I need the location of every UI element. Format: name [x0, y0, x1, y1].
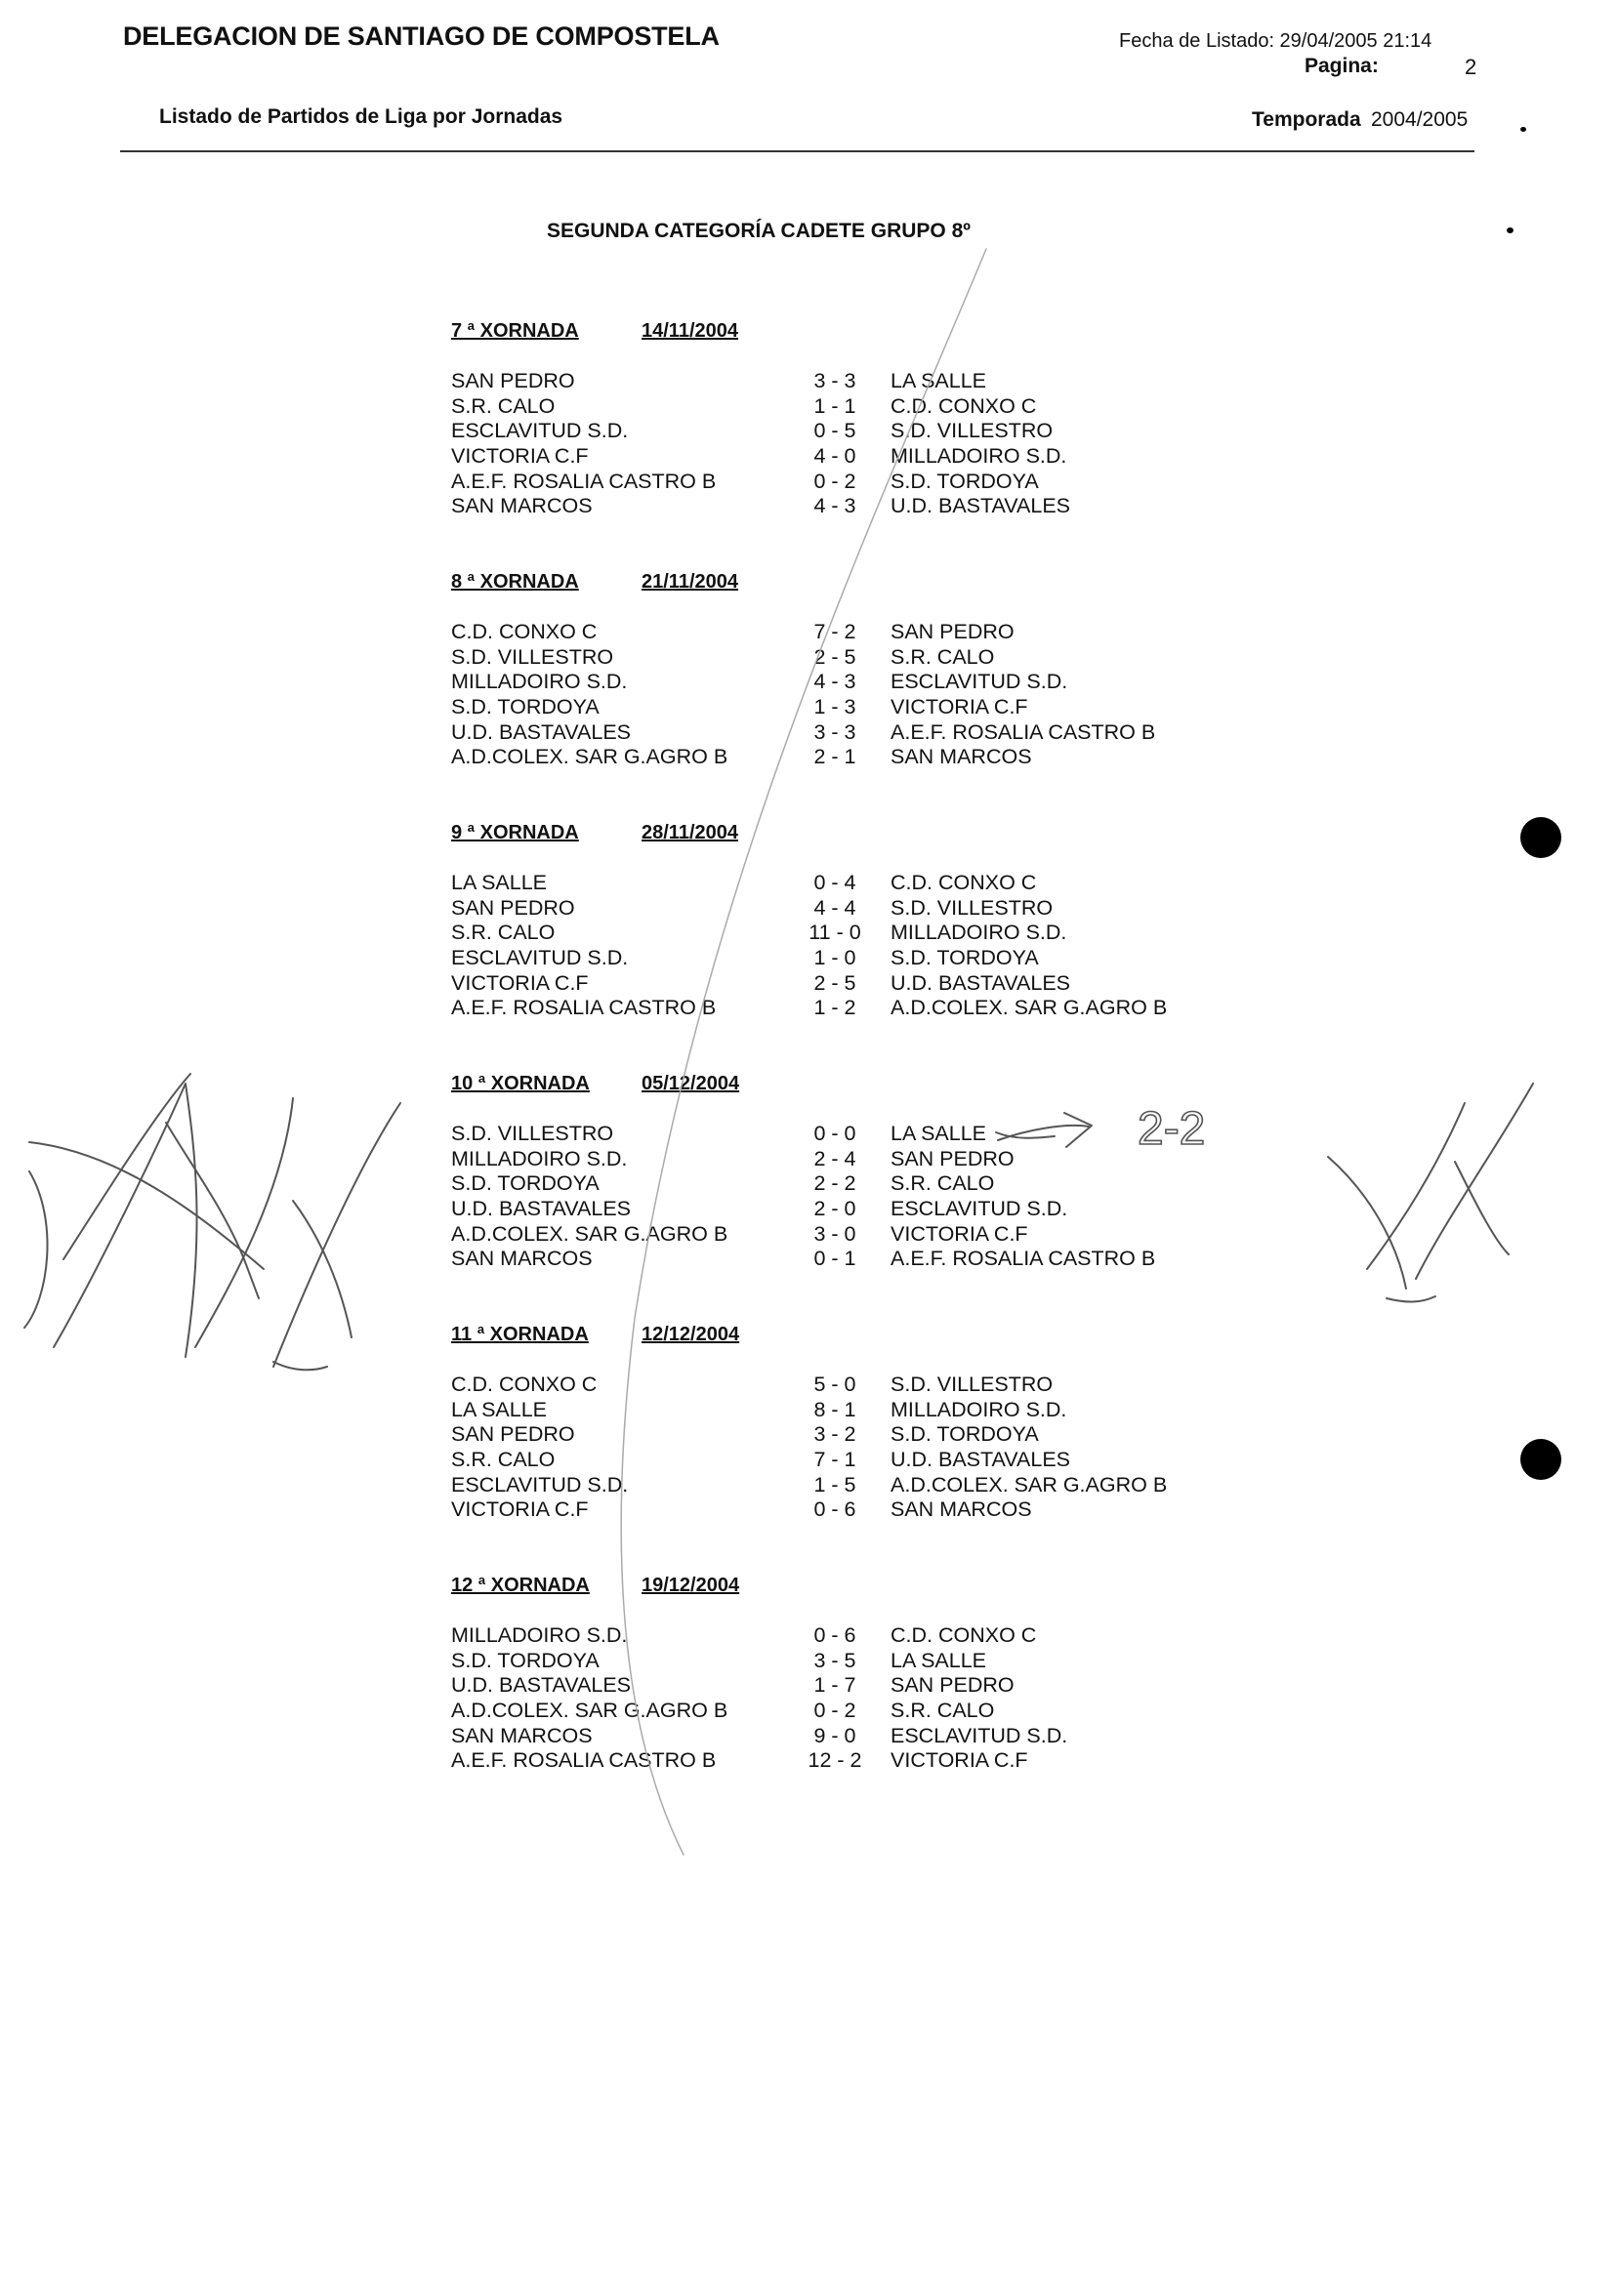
pencil-stroke — [1367, 1103, 1465, 1269]
away-team: SAN PEDRO — [891, 1146, 1015, 1170]
match-row — [451, 444, 1193, 470]
home-team: MILLADOIRO S.D. — [451, 670, 628, 694]
away-team: SAN PEDRO — [891, 1673, 1015, 1698]
away-team: S.R. CALO — [891, 644, 995, 669]
match-list — [451, 351, 1193, 519]
round-title: 9 ª XORNADA — [451, 822, 579, 843]
away-team: MILLADOIRO S.D. — [891, 1397, 1067, 1421]
match-row — [451, 670, 1193, 695]
match-score: 4 - 3 — [813, 494, 856, 518]
match-row — [451, 1497, 1193, 1523]
away-team: S.R. CALO — [891, 1699, 995, 1723]
pencil-stroke — [195, 1098, 293, 1347]
match-score: 0 - 6 — [813, 1623, 856, 1647]
round-header — [451, 320, 1193, 351]
home-team: S.D. TORDOYA — [451, 695, 600, 719]
round-date: 28/11/2004 — [642, 822, 738, 843]
away-team: VICTORIA C.F — [891, 1748, 1028, 1773]
match-row — [451, 419, 1193, 444]
match-row — [451, 1673, 1193, 1699]
round-section — [451, 822, 1193, 1021]
home-team: A.D.COLEX. SAR G.AGRO B — [451, 745, 728, 769]
match-score: 7 - 2 — [813, 620, 856, 643]
pencil-stroke — [293, 1201, 352, 1337]
round-section — [451, 1324, 1193, 1523]
match-row — [451, 369, 1193, 394]
home-team: SAN PEDRO — [451, 369, 575, 392]
round-date: 21/11/2004 — [642, 571, 738, 593]
match-score: 4 - 3 — [813, 670, 856, 694]
match-row — [451, 720, 1193, 746]
pencil-stroke — [1416, 1084, 1533, 1279]
round-section — [451, 1575, 1193, 1774]
header-temporada-value: 2004/2005 — [1371, 108, 1469, 131]
home-team: SAN PEDRO — [451, 895, 575, 920]
round-date: 14/11/2004 — [642, 320, 738, 342]
match-score: 4 - 0 — [813, 444, 856, 469]
match-score: 1 - 0 — [813, 946, 856, 970]
punch-hole-lower — [1520, 1439, 1561, 1480]
round-title: 11 ª XORNADA — [451, 1324, 589, 1345]
away-team: VICTORIA C.F — [891, 1221, 1028, 1246]
round-header — [451, 1324, 1193, 1355]
pencil-stroke — [1455, 1162, 1509, 1254]
signature-scribble-left — [29, 1142, 264, 1269]
match-score: 11 - 0 — [808, 921, 861, 945]
away-team: MILLADOIRO S.D. — [891, 444, 1067, 469]
round-title: 10 ª XORNADA — [451, 1073, 590, 1094]
away-team: A.D.COLEX. SAR G.AGRO B — [891, 996, 1168, 1020]
match-score: 1 - 3 — [813, 695, 856, 719]
punch-hole-upper — [1520, 817, 1561, 858]
match-score: 2 - 5 — [813, 644, 856, 669]
match-row — [451, 1649, 1193, 1674]
match-score: 1 - 7 — [813, 1673, 856, 1698]
match-score: 0 - 1 — [813, 1247, 856, 1271]
home-team: U.D. BASTAVALES — [451, 1197, 631, 1221]
match-list — [451, 853, 1193, 1021]
match-score: 12 - 2 — [808, 1748, 862, 1773]
away-team: S.D. TORDOYA — [891, 469, 1039, 493]
home-team: S.R. CALO — [451, 1448, 556, 1472]
home-team: C.D. CONXO C — [451, 1373, 598, 1396]
match-row — [451, 1222, 1193, 1248]
match-score: 2 - 4 — [813, 1146, 856, 1170]
match-score: 0 - 6 — [813, 1497, 856, 1522]
match-row — [451, 1171, 1193, 1197]
match-row — [451, 645, 1193, 671]
match-row — [451, 1398, 1193, 1423]
round-header — [451, 822, 1193, 853]
home-team: SAN MARCOS — [451, 494, 593, 518]
match-score: 3 - 3 — [813, 719, 856, 744]
match-row — [451, 494, 1193, 519]
round-title: 12 ª XORNADA — [451, 1575, 590, 1596]
match-score: 0 - 4 — [813, 871, 856, 894]
match-score: 2 - 0 — [813, 1197, 856, 1221]
match-row — [451, 1247, 1193, 1272]
away-team: SAN PEDRO — [891, 620, 1015, 643]
round-title: 7 ª XORNADA — [451, 320, 579, 342]
round-date: 19/12/2004 — [642, 1575, 740, 1596]
match-score: 2 - 2 — [813, 1171, 856, 1196]
match-list — [451, 602, 1193, 770]
away-team: S.D. TORDOYA — [891, 946, 1039, 970]
match-score: 5 - 0 — [813, 1373, 856, 1396]
home-team: S.D. VILLESTRO — [451, 1122, 614, 1145]
home-team: A.E.F. ROSALIA CASTRO B — [451, 996, 717, 1020]
match-score: 0 - 5 — [813, 419, 856, 443]
pencil-stroke — [273, 1103, 400, 1367]
away-team: A.D.COLEX. SAR G.AGRO B — [891, 1472, 1168, 1496]
match-row — [451, 1122, 1193, 1147]
away-team: U.D. BASTAVALES — [891, 1448, 1070, 1472]
match-list — [451, 1104, 1193, 1272]
match-row — [451, 695, 1193, 720]
match-score: 1 - 2 — [813, 996, 856, 1020]
home-team: LA SALLE — [451, 1397, 548, 1421]
match-row — [451, 1699, 1193, 1724]
category-title: SEGUNDA CATEGORÍA CADETE GRUPO 8º — [547, 220, 971, 242]
match-row — [451, 394, 1193, 420]
away-team: U.D. BASTAVALES — [891, 494, 1070, 518]
home-team: SAN MARCOS — [451, 1247, 593, 1271]
round-section — [451, 1073, 1193, 1272]
away-team: LA SALLE — [891, 369, 987, 392]
away-team: C.D. CONXO C — [891, 1623, 1037, 1647]
match-row — [451, 1748, 1193, 1774]
home-team: S.D. TORDOYA — [451, 1171, 600, 1196]
match-score: 0 - 0 — [813, 1122, 856, 1145]
away-team: ESCLAVITUD S.D. — [891, 1197, 1068, 1221]
match-row — [451, 620, 1193, 645]
round-date: 05/12/2004 — [642, 1073, 740, 1094]
home-team: S.D. VILLESTRO — [451, 644, 614, 669]
match-row — [451, 896, 1193, 922]
match-row — [451, 1473, 1193, 1498]
match-score: 9 - 0 — [813, 1723, 856, 1747]
home-team: U.D. BASTAVALES — [451, 1673, 631, 1698]
pencil-stroke — [63, 1074, 190, 1259]
signature-scribble-right — [1328, 1157, 1406, 1289]
match-score: 8 - 1 — [813, 1397, 856, 1421]
home-team: A.E.F. ROSALIA CASTRO B — [451, 1748, 717, 1773]
round-header — [451, 571, 1193, 602]
header-listado-title: Listado de Partidos de Liga por Jornadas — [159, 105, 563, 128]
match-score: 3 - 0 — [813, 1221, 856, 1246]
header-pagina-value: 2 — [1465, 55, 1477, 79]
away-team: C.D. CONXO C — [891, 393, 1037, 418]
match-row — [451, 971, 1193, 997]
match-score: 4 - 4 — [813, 895, 856, 920]
home-team: S.R. CALO — [451, 921, 556, 945]
away-team: A.E.F. ROSALIA CASTRO B — [891, 719, 1156, 744]
away-team: SAN MARCOS — [891, 1497, 1032, 1522]
pencil-stroke — [1387, 1296, 1435, 1302]
match-row — [451, 1623, 1193, 1649]
away-team: ESCLAVITUD S.D. — [891, 670, 1068, 694]
header-temporada-label: Temporada — [1252, 108, 1361, 131]
match-row — [451, 745, 1193, 770]
away-team: S.D. VILLESTRO — [891, 419, 1054, 443]
away-team: S.D. TORDOYA — [891, 1422, 1039, 1447]
handwritten-note: 2-2 — [1138, 1103, 1206, 1155]
pencil-stroke — [54, 1084, 197, 1357]
away-team: C.D. CONXO C — [891, 871, 1037, 894]
home-team: A.E.F. ROSALIA CASTRO B — [451, 469, 717, 493]
home-team: A.D.COLEX. SAR G.AGRO B — [451, 1221, 728, 1246]
header-pagina-label: Pagina: — [1305, 55, 1379, 77]
home-team: S.R. CALO — [451, 393, 556, 418]
match-score: 0 - 2 — [813, 1699, 856, 1723]
home-team: A.D.COLEX. SAR G.AGRO B — [451, 1699, 728, 1723]
home-team: SAN PEDRO — [451, 1422, 575, 1447]
away-team: LA SALLE — [891, 1122, 987, 1145]
away-team: SAN MARCOS — [891, 745, 1032, 769]
match-score: 0 - 2 — [813, 469, 856, 493]
home-team: MILLADOIRO S.D. — [451, 1623, 628, 1647]
match-row — [451, 1197, 1193, 1222]
match-row — [451, 871, 1193, 896]
away-team: A.E.F. ROSALIA CASTRO B — [891, 1247, 1156, 1271]
pencil-stroke — [166, 1123, 259, 1298]
speck — [1520, 127, 1526, 132]
home-team: SAN MARCOS — [451, 1723, 593, 1747]
match-score: 2 - 5 — [813, 970, 856, 995]
match-row — [451, 1147, 1193, 1172]
round-section — [451, 320, 1193, 519]
home-team: C.D. CONXO C — [451, 620, 598, 643]
match-list — [451, 1606, 1193, 1774]
away-team: S.D. VILLESTRO — [891, 895, 1054, 920]
pencil-stroke — [24, 1171, 48, 1328]
away-team: S.D. VILLESTRO — [891, 1373, 1054, 1396]
home-team: ESCLAVITUD S.D. — [451, 419, 629, 443]
match-row — [451, 1373, 1193, 1398]
away-team: LA SALLE — [891, 1648, 987, 1672]
round-section — [451, 571, 1193, 770]
match-list — [451, 1355, 1193, 1523]
match-score: 3 - 2 — [813, 1422, 856, 1447]
home-team: ESCLAVITUD S.D. — [451, 1472, 629, 1496]
away-team: U.D. BASTAVALES — [891, 970, 1070, 995]
header-divider — [120, 150, 1474, 152]
home-team: VICTORIA C.F — [451, 970, 589, 995]
match-row — [451, 996, 1193, 1021]
match-score: 3 - 5 — [813, 1648, 856, 1672]
header-fecha-listado: Fecha de Listado: 29/04/2005 21:14 — [1119, 30, 1432, 52]
match-score: 2 - 1 — [813, 745, 856, 769]
match-score: 7 - 1 — [813, 1448, 856, 1472]
match-row — [451, 946, 1193, 971]
home-team: S.D. TORDOYA — [451, 1648, 600, 1672]
home-team: LA SALLE — [451, 871, 548, 894]
away-team: ESCLAVITUD S.D. — [891, 1723, 1068, 1747]
round-header — [451, 1575, 1193, 1606]
match-row — [451, 1724, 1193, 1749]
home-team: VICTORIA C.F — [451, 1497, 589, 1522]
round-date: 12/12/2004 — [642, 1324, 740, 1345]
pencil-stroke — [273, 1362, 327, 1370]
round-header — [451, 1073, 1193, 1104]
match-score: 1 - 1 — [813, 393, 856, 418]
away-team: VICTORIA C.F — [891, 695, 1028, 719]
round-title: 8 ª XORNADA — [451, 571, 579, 593]
home-team: U.D. BASTAVALES — [451, 719, 631, 744]
away-team: MILLADOIRO S.D. — [891, 921, 1067, 945]
away-team: S.R. CALO — [891, 1171, 995, 1196]
match-row — [451, 1422, 1193, 1448]
speck — [1507, 227, 1513, 233]
home-team: ESCLAVITUD S.D. — [451, 946, 629, 970]
match-row — [451, 470, 1193, 495]
match-row — [451, 1448, 1193, 1473]
header-organization: DELEGACION DE SANTIAGO DE COMPOSTELA — [123, 21, 720, 51]
match-row — [451, 921, 1193, 946]
home-team: VICTORIA C.F — [451, 444, 589, 469]
match-score: 3 - 3 — [813, 369, 856, 392]
match-score: 1 - 5 — [813, 1472, 856, 1496]
home-team: MILLADOIRO S.D. — [451, 1146, 628, 1170]
